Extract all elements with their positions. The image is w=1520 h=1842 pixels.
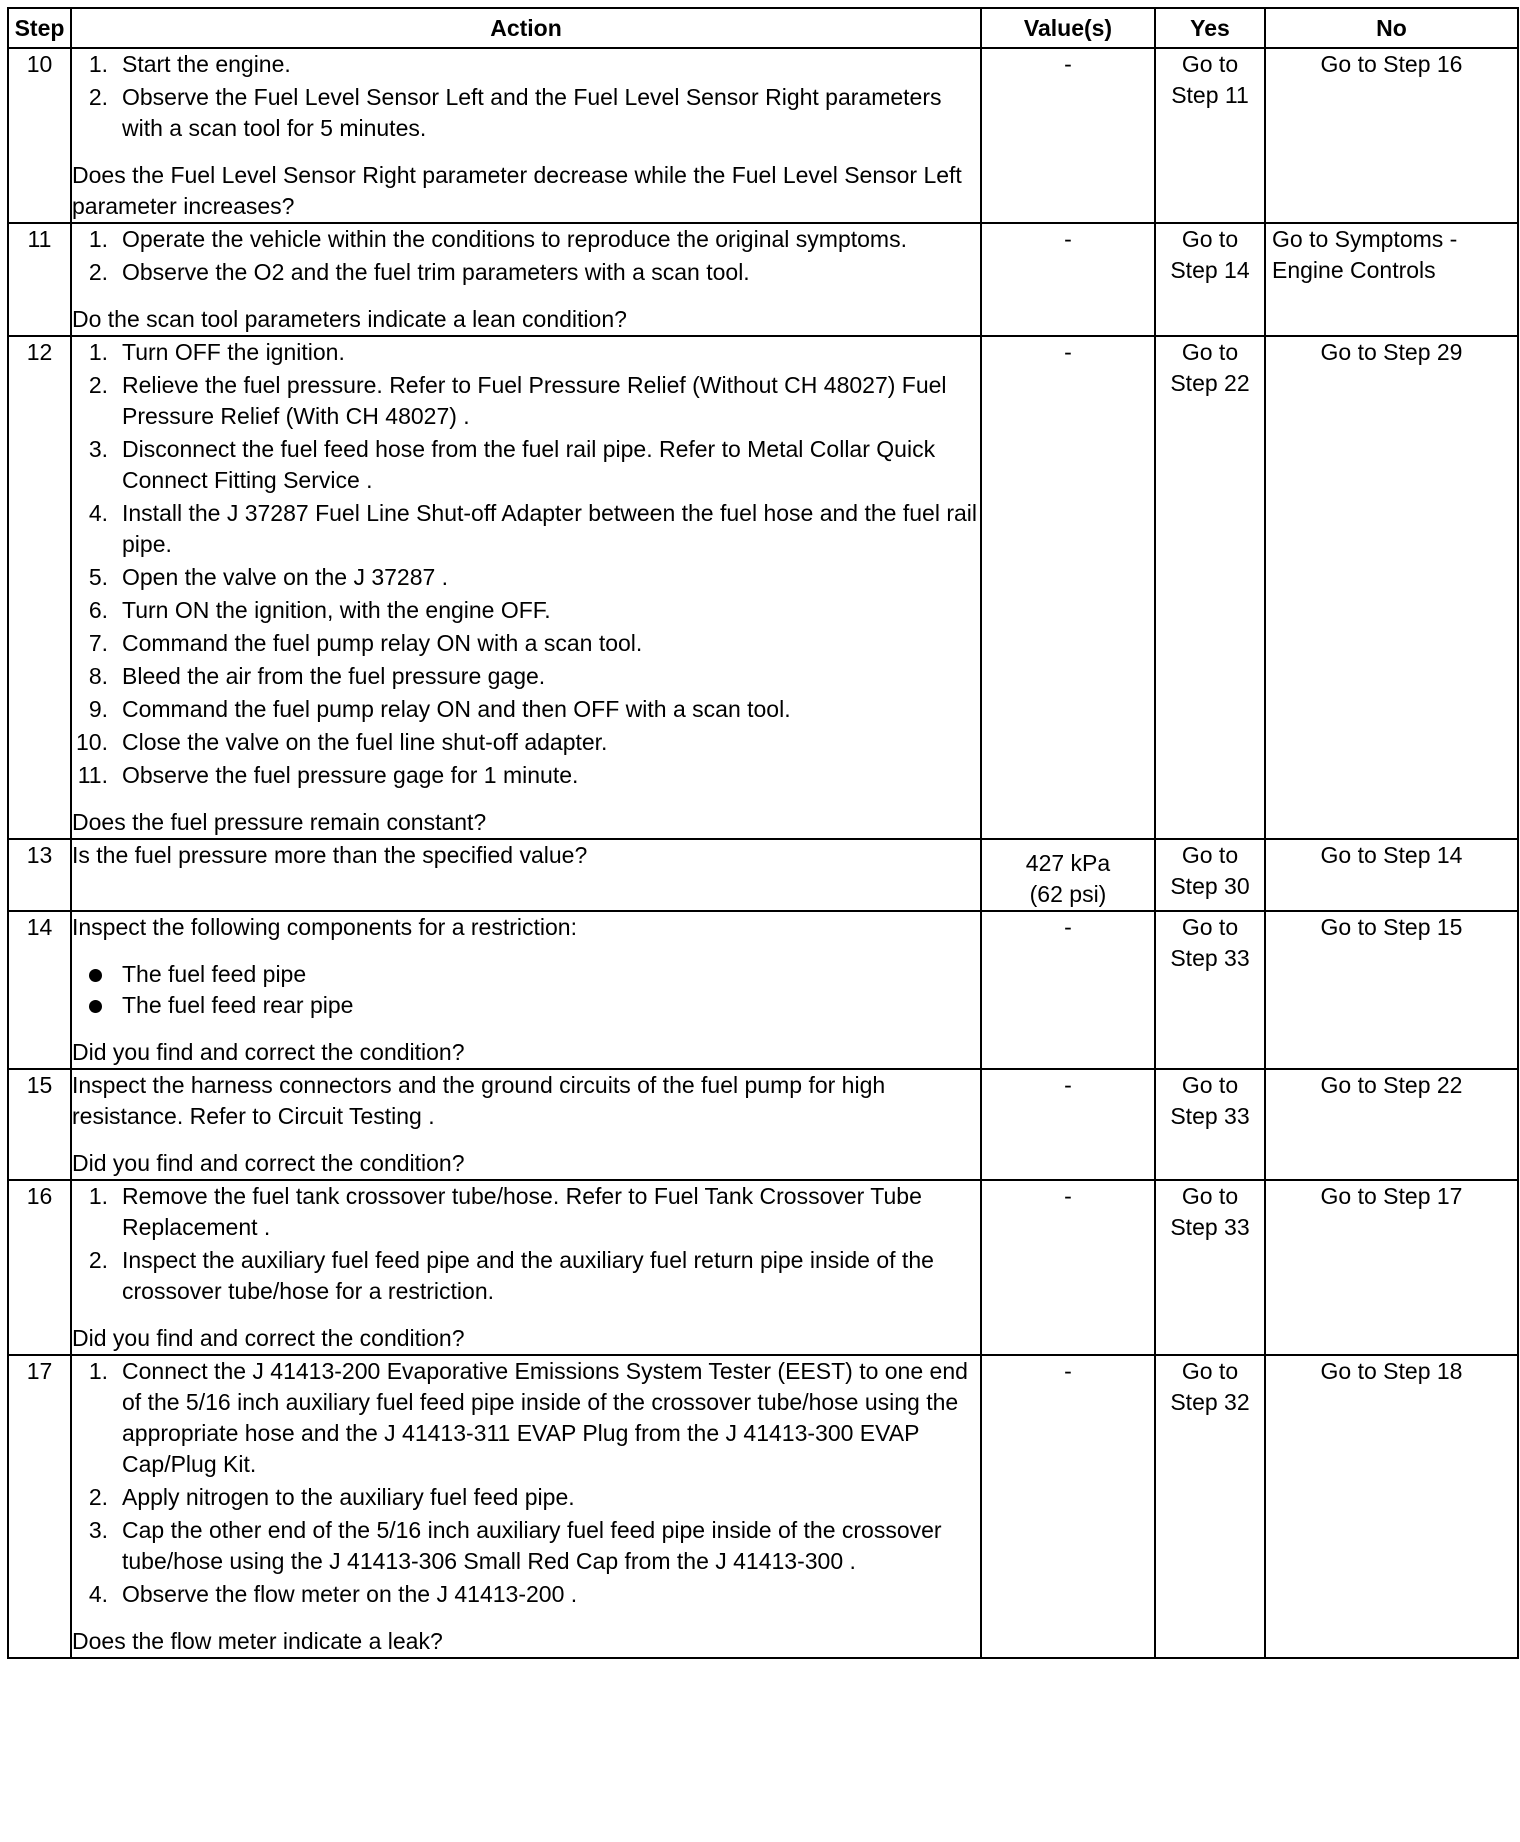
action-step: 2. Apply nitrogen to the auxiliary fuel feed pipe. — [88, 1484, 575, 1510]
yes-link[interactable]: Go to Step 33 — [1155, 911, 1265, 1069]
table-row — [8, 1069, 1518, 1180]
bullet-icon — [89, 969, 102, 982]
action-step: 2. Inspect the auxiliary fuel feed pipe and the auxiliary fuel return pipe inside of the crossover tube/hose for a restriction. — [88, 1247, 934, 1304]
value-cell: - — [981, 223, 1155, 336]
header-values: Value(s) — [981, 8, 1155, 48]
action-cell — [71, 223, 981, 336]
value-cell: - — [981, 336, 1155, 839]
action-step: 7. Command the fuel pump relay ON with a scan tool. — [88, 630, 643, 656]
no-link[interactable]: Go to Step 17 — [1265, 1180, 1518, 1355]
table-row — [8, 1355, 1518, 1658]
header-no: No — [1265, 8, 1518, 48]
action-step: 2. Observe the Fuel Level Sensor Left and the Fuel Level Sensor Right parameters with a scan tool for 5 minutes. — [88, 84, 942, 141]
value-cell: - — [981, 1180, 1155, 1355]
step-number: 12 — [8, 336, 71, 839]
question: Does the fuel pressure remain constant? — [72, 809, 487, 835]
no-link[interactable]: Go to Step 14 — [1265, 839, 1518, 911]
yes-link[interactable]: Go to Step 33 — [1155, 1180, 1265, 1355]
yes-link[interactable]: Go to Step 33 — [1155, 1069, 1265, 1180]
value-imperial: (62 psi) — [1029, 881, 1107, 907]
component-list — [72, 959, 980, 1021]
list-item: The fuel feed rear pipe — [72, 990, 980, 1021]
question: Does the Fuel Level Sensor Right parameter decrease while the Fuel Level Sensor Left parameter increases? — [72, 162, 962, 219]
action-cell — [71, 336, 981, 839]
table-row — [8, 1180, 1518, 1355]
list-item: The fuel feed pipe — [72, 959, 980, 990]
header-action: Action — [71, 8, 981, 48]
table-row — [8, 336, 1518, 839]
table-row — [8, 911, 1518, 1069]
no-link[interactable]: Go to Step 22 — [1265, 1069, 1518, 1180]
action-step: 1. Start the engine. — [88, 51, 291, 77]
action-step: 2. Relieve the fuel pressure. Refer to Fuel Pressure Relief (Without CH 48027) Fuel Pressure Relief (With CH 48027) . — [88, 372, 947, 429]
action-step: 3. Disconnect the fuel feed hose from the fuel rail pipe. Refer to Metal Collar Quick Connect Fitting Service . — [88, 436, 936, 493]
step-number: 14 — [8, 911, 71, 1069]
yes-link[interactable]: Go to Step 22 — [1155, 336, 1265, 839]
action-steps — [72, 49, 980, 144]
action-cell — [71, 1180, 981, 1355]
action-step: 1. Remove the fuel tank crossover tube/hose. Refer to Fuel Tank Crossover Tube Replacement . — [88, 1183, 922, 1240]
action-step: 3. Cap the other end of the 5/16 inch auxiliary fuel feed pipe inside of the crossover tube/hose using the J 41413-306 Small Red Cap from the J 41413-300 . — [88, 1517, 942, 1574]
no-link[interactable]: Go to Step 16 — [1265, 48, 1518, 223]
action-step: 1. Operate the vehicle within the conditions to reproduce the original symptoms. — [88, 226, 907, 252]
question: Did you find and correct the condition? — [72, 1150, 465, 1176]
question: Did you find and correct the condition? — [72, 1325, 465, 1351]
table-row — [8, 48, 1518, 223]
action-step: 8. Bleed the air from the fuel pressure gage. — [88, 663, 546, 689]
no-link[interactable]: Go to Step 29 — [1265, 336, 1518, 839]
step-number: 15 — [8, 1069, 71, 1180]
yes-link[interactable]: Go to Step 11 — [1155, 48, 1265, 223]
step-number: 11 — [8, 223, 71, 336]
action-steps — [72, 337, 980, 791]
value-metric: 427 kPa — [1025, 850, 1111, 876]
action-cell — [71, 1069, 981, 1180]
action-cell — [71, 839, 981, 911]
action-steps — [72, 1356, 980, 1610]
table-header-row — [8, 8, 1518, 48]
step-number: 17 — [8, 1355, 71, 1658]
value-cell: - — [981, 1069, 1155, 1180]
step-number: 10 — [8, 48, 71, 223]
no-link[interactable]: Go to Step 15 — [1265, 911, 1518, 1069]
action-steps — [72, 224, 980, 288]
value-cell: - — [981, 48, 1155, 223]
header-yes: Yes — [1155, 8, 1265, 48]
action-cell — [71, 48, 981, 223]
question: Does the flow meter indicate a leak? — [72, 1628, 443, 1654]
yes-link[interactable]: Go to Step 14 — [1155, 223, 1265, 336]
no-link[interactable]: Go to Symptoms - Engine Controls — [1265, 223, 1518, 336]
action-intro: Inspect the harness connectors and the ground circuits of the fuel pump for high resistance. Refer to Circuit Testing . — [72, 1072, 886, 1129]
action-step: 10. Close the valve on the fuel line shut-off adapter. — [76, 729, 608, 755]
yes-link[interactable]: Go to Step 32 — [1155, 1355, 1265, 1658]
bullet-icon — [89, 1000, 102, 1013]
question: Did you find and correct the condition? — [72, 1039, 465, 1065]
question: Do the scan tool parameters indicate a lean condition? — [72, 306, 627, 332]
no-link[interactable]: Go to Step 18 — [1265, 1355, 1518, 1658]
action-step: 4. Observe the flow meter on the J 41413-200 . — [88, 1581, 578, 1607]
action-step: 1. Connect the J 41413-200 Evaporative Emissions System Tester (EEST) to one end of the 5/16 inch auxiliary fuel feed pipe inside of the crossover tube/hose using the appropriate hose and the J 41413-311 EVAP Plug from the J 41413-300 EVAP Cap/Plug Kit. — [88, 1358, 968, 1477]
action-step: 6. Turn ON the ignition, with the engine OFF. — [88, 597, 551, 623]
diagnostic-table — [7, 7, 1519, 1659]
value-cell — [981, 839, 1155, 911]
table-row — [8, 839, 1518, 911]
action-cell — [71, 1355, 981, 1658]
value-cell: - — [981, 1355, 1155, 1658]
table-row — [8, 223, 1518, 336]
header-step: Step — [8, 8, 71, 48]
step-number: 16 — [8, 1180, 71, 1355]
yes-link[interactable]: Go to Step 30 — [1155, 839, 1265, 911]
action-step: 2. Observe the O2 and the fuel trim parameters with a scan tool. — [88, 259, 750, 285]
value-cell: - — [981, 911, 1155, 1069]
action-step: 1. Turn OFF the ignition. — [88, 339, 345, 365]
action-step: 11. Observe the fuel pressure gage for 1 minute. — [77, 762, 579, 788]
action-steps — [72, 1181, 980, 1307]
action-cell — [71, 911, 981, 1069]
action-step: 5. Open the valve on the J 37287 . — [88, 564, 449, 590]
action-step: 9. Command the fuel pump relay ON and then OFF with a scan tool. — [88, 696, 791, 722]
action-intro: Inspect the following components for a restriction: — [72, 914, 577, 940]
question: Is the fuel pressure more than the specified value? — [72, 842, 588, 868]
step-number: 13 — [8, 839, 71, 911]
action-step: 4. Install the J 37287 Fuel Line Shut-off Adapter between the fuel hose and the fuel rail pipe. — [88, 500, 977, 557]
